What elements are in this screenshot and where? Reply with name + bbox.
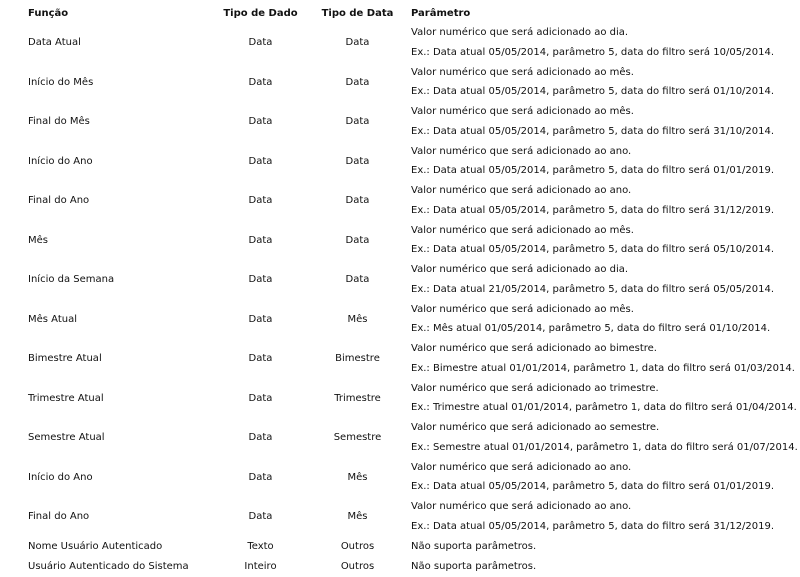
header-parametro: Parâmetro bbox=[411, 7, 471, 19]
cell-parametro bbox=[403, 458, 800, 498]
cell-tipo-dado: Data bbox=[248, 195, 273, 207]
cell-parametro: Não suporta parâmetros. bbox=[411, 561, 537, 572]
cell-funcao: Início do Mês bbox=[28, 76, 94, 88]
cell-funcao: Final do Mês bbox=[28, 116, 90, 128]
parametro-example: Ex.: Trimestre atual 01/01/2014, parâmetro 1, data do filtro será 01/04/2014. bbox=[411, 402, 797, 414]
table-row bbox=[20, 418, 800, 458]
cell-funcao: Semestre Atual bbox=[28, 432, 105, 444]
cell-tipo-dado: Data bbox=[248, 313, 273, 325]
parametro-example: Ex.: Mês atual 01/05/2014, parâmetro 5, data do filtro será 01/10/2014. bbox=[411, 323, 771, 335]
parametro-description: Valor numérico que será adicionado ao mês. bbox=[411, 106, 634, 117]
table-row bbox=[20, 142, 800, 182]
parametro-description: Valor numérico que será adicionado ao mês. bbox=[411, 303, 634, 315]
table-row bbox=[20, 497, 800, 537]
cell-parametro bbox=[403, 339, 800, 379]
parametro-example: Ex.: Data atual 05/05/2014, parâmetro 5, data do filtro será 31/10/2014. bbox=[411, 125, 775, 137]
header-funcao: Função bbox=[28, 7, 69, 19]
cell-tipo-data: Data bbox=[345, 76, 370, 88]
table-row bbox=[20, 221, 800, 261]
cell-parametro bbox=[403, 63, 800, 103]
cell-tipo-data: Bimestre bbox=[335, 353, 380, 365]
cell-tipo-data: Outros bbox=[340, 561, 375, 572]
cell-funcao: Bimestre Atual bbox=[28, 353, 102, 365]
cell-parametro: Não suporta parâmetros. bbox=[411, 541, 537, 552]
cell-funcao: Início do Ano bbox=[28, 155, 93, 167]
cell-funcao: Data Atual bbox=[28, 37, 81, 49]
cell-tipo-dado: Texto bbox=[247, 541, 274, 552]
parametro-description: Valor numérico que será adicionado ao dia. bbox=[411, 27, 629, 38]
cell-tipo-dado: Data bbox=[248, 76, 273, 88]
parametro-description: Valor numérico que será adicionado ao mês. bbox=[411, 224, 634, 236]
cell-tipo-data: Data bbox=[345, 155, 370, 167]
table-body bbox=[20, 23, 800, 577]
table-row bbox=[20, 300, 800, 340]
header-tipo-dado: Tipo de Dado bbox=[223, 7, 298, 19]
parametro-example: Ex.: Data atual 05/05/2014, parâmetro 5, data do filtro será 05/10/2014. bbox=[411, 244, 775, 256]
cell-tipo-dado: Data bbox=[248, 432, 273, 444]
parametro-description: Valor numérico que será adicionado ao ano. bbox=[411, 501, 632, 512]
cell-funcao: Nome Usuário Autenticado bbox=[28, 541, 163, 552]
cell-tipo-data: Mês bbox=[347, 511, 368, 523]
cell-parametro bbox=[403, 23, 800, 63]
table-row bbox=[20, 260, 800, 300]
table-row bbox=[20, 379, 800, 419]
table-row bbox=[20, 102, 800, 142]
parametro-description: Valor numérico que será adicionado ao ano. bbox=[411, 461, 632, 473]
parametro-example: Ex.: Data atual 05/05/2014, parâmetro 5, data do filtro será 01/01/2019. bbox=[411, 481, 775, 493]
parametro-example: Ex.: Bimestre atual 01/01/2014, parâmetro 1, data do filtro será 01/03/2014. bbox=[411, 362, 795, 374]
functions-table bbox=[20, 3, 800, 577]
cell-funcao: Usuário Autenticado do Sistema bbox=[28, 561, 189, 572]
parametro-example: Ex.: Semestre atual 01/01/2014, parâmetro 1, data do filtro será 01/07/2014. bbox=[411, 441, 798, 453]
cell-parametro bbox=[403, 418, 800, 458]
parametro-description: Valor numérico que será adicionado ao ano. bbox=[411, 145, 632, 157]
table-row bbox=[20, 181, 800, 221]
cell-funcao: Mês bbox=[28, 234, 48, 246]
cell-tipo-data: Mês bbox=[347, 471, 368, 483]
cell-parametro bbox=[403, 260, 800, 300]
cell-tipo-dado: Data bbox=[248, 274, 273, 286]
parametro-example: Ex.: Data atual 05/05/2014, parâmetro 5, data do filtro será 31/12/2019. bbox=[411, 520, 775, 532]
cell-tipo-dado: Data bbox=[248, 155, 273, 167]
parametro-example: Ex.: Data atual 05/05/2014, parâmetro 5, data do filtro será 10/05/2014. bbox=[411, 46, 775, 58]
cell-parametro bbox=[403, 102, 800, 142]
cell-tipo-data: Data bbox=[345, 116, 370, 128]
parametro-description: Valor numérico que será adicionado ao ano. bbox=[411, 185, 632, 196]
table-row bbox=[20, 557, 800, 577]
cell-parametro bbox=[403, 221, 800, 261]
cell-tipo-dado: Data bbox=[248, 37, 273, 49]
cell-tipo-data: Data bbox=[345, 274, 370, 286]
cell-funcao: Final do Ano bbox=[28, 511, 90, 523]
cell-funcao: Início do Ano bbox=[28, 471, 93, 483]
cell-tipo-data: Semestre bbox=[333, 432, 382, 444]
parametro-description: Valor numérico que será adicionado ao bimestre. bbox=[411, 343, 657, 354]
table-row bbox=[20, 537, 800, 557]
cell-tipo-data: Data bbox=[345, 37, 370, 49]
parametro-description: Valor numérico que será adicionado ao dia. bbox=[411, 264, 629, 275]
header-tipo-data: Tipo de Data bbox=[321, 7, 394, 19]
parametro-example: Ex.: Data atual 05/05/2014, parâmetro 5, data do filtro será 01/10/2014. bbox=[411, 86, 775, 98]
cell-parametro bbox=[403, 300, 800, 340]
parametro-description: Valor numérico que será adicionado ao trimestre. bbox=[411, 382, 659, 394]
table-row bbox=[20, 63, 800, 103]
cell-parametro bbox=[403, 497, 800, 537]
cell-tipo-dado: Data bbox=[248, 471, 273, 483]
cell-tipo-dado: Data bbox=[248, 511, 273, 523]
cell-funcao: Final do Ano bbox=[28, 195, 90, 207]
cell-funcao: Início da Semana bbox=[28, 274, 115, 286]
table-row bbox=[20, 458, 800, 498]
table-row bbox=[20, 23, 800, 63]
cell-funcao: Trimestre Atual bbox=[28, 392, 104, 404]
table-header-row bbox=[20, 3, 800, 23]
cell-tipo-data: Data bbox=[345, 234, 370, 246]
parametro-example: Ex.: Data atual 21/05/2014, parâmetro 5, data do filtro será 05/05/2014. bbox=[411, 283, 775, 295]
cell-funcao: Mês Atual bbox=[28, 313, 77, 325]
parametro-description: Valor numérico que será adicionado ao semestre. bbox=[411, 422, 660, 433]
cell-tipo-data: Outros bbox=[340, 541, 375, 552]
cell-tipo-dado: Data bbox=[248, 353, 273, 365]
cell-parametro bbox=[403, 142, 800, 182]
table-row bbox=[20, 339, 800, 379]
cell-tipo-data: Trimestre bbox=[334, 392, 381, 404]
cell-tipo-data: Data bbox=[345, 195, 370, 207]
cell-tipo-dado: Data bbox=[248, 392, 273, 404]
parametro-description: Valor numérico que será adicionado ao mês. bbox=[411, 66, 634, 78]
parametro-example: Ex.: Data atual 05/05/2014, parâmetro 5, data do filtro será 01/01/2019. bbox=[411, 165, 775, 177]
cell-tipo-dado: Inteiro bbox=[244, 561, 277, 572]
cell-parametro bbox=[403, 181, 800, 221]
cell-tipo-data: Mês bbox=[347, 313, 368, 325]
cell-tipo-dado: Data bbox=[248, 234, 273, 246]
cell-parametro bbox=[403, 379, 800, 419]
cell-tipo-dado: Data bbox=[248, 116, 273, 128]
parametro-example: Ex.: Data atual 05/05/2014, parâmetro 5, data do filtro será 31/12/2019. bbox=[411, 204, 775, 216]
